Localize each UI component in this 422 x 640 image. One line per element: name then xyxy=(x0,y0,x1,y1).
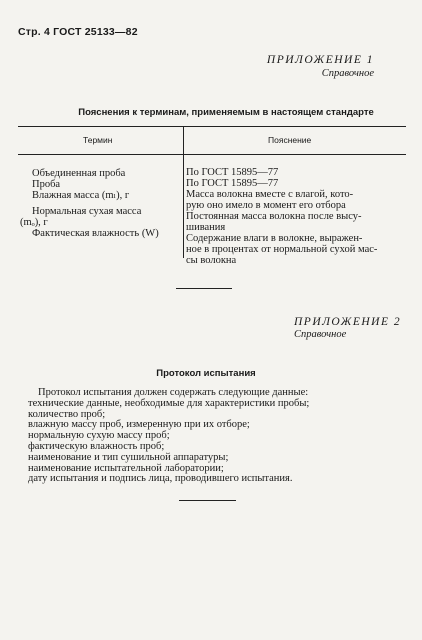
section-separator xyxy=(179,500,236,501)
protocol-section-title: Протокол испытания xyxy=(156,368,256,379)
appendix1-title: ПРИЛОЖЕНИЕ 1 xyxy=(266,54,374,66)
protocol-line: технические данные, необходимые для характеристики пробы; xyxy=(28,397,310,409)
column-header-term: Термин xyxy=(83,135,113,145)
column-header-explanation: Пояснение xyxy=(268,135,312,145)
explanation-line: ное в процентах от нормальной сухой мас- xyxy=(186,244,378,255)
appendix1-subtitle: Справочное xyxy=(321,68,374,79)
explanation-line: По ГОСТ 15895—77 xyxy=(186,178,279,189)
protocol-line: нормальную сухую массу проб; xyxy=(28,430,170,442)
table-top-rule xyxy=(18,126,406,127)
explanation-line: Постоянная масса волокна после высу- xyxy=(186,211,362,222)
protocol-line: наименование испытательной лаборатории; xyxy=(28,462,224,474)
page-header: Стр. 4 ГОСТ 25133—82 xyxy=(18,26,138,38)
protocol-line: дату испытания и подпись лица, проводившего испытания. xyxy=(28,473,293,485)
protocol-line: Протокол испытания должен содержать следующие данные: xyxy=(38,387,309,398)
table-header-rule xyxy=(18,154,406,155)
term-combined-sample: Объединенная проба xyxy=(32,168,126,179)
explanation-line: шивания xyxy=(186,222,226,233)
protocol-body xyxy=(28,387,408,485)
term-normal-dry-mass-symbol: (mₒ), г xyxy=(20,217,48,228)
explanation-line: сы волокна xyxy=(186,255,237,266)
appendix2-subtitle: Справочное xyxy=(294,329,347,340)
appendix2-title: ПРИЛОЖЕНИЕ 2 xyxy=(294,316,402,328)
protocol-line: количество проб; xyxy=(28,408,106,420)
term-normal-dry-mass: Нормальная сухая масса xyxy=(32,206,142,217)
explanation-line: По ГОСТ 15895—77 xyxy=(186,167,279,178)
table-column-divider xyxy=(183,126,184,258)
term-sample: Проба xyxy=(32,179,61,190)
terms-section-title: Пояснения к терминам, применяемым в настоящем стандарте xyxy=(78,107,374,118)
term-wet-mass: Влажная масса (mₗ), г xyxy=(32,190,130,201)
explanation-line: Содержание влаги в волокне, выражен- xyxy=(186,233,363,244)
protocol-line: наименование и тип сушильной аппаратуры; xyxy=(28,451,229,463)
term-actual-moisture: Фактическая влажность (W) xyxy=(32,228,159,239)
explanation-line: Масса волокна вместе с влагой, кото- xyxy=(186,189,354,200)
protocol-line: влажную массу проб, измеренную при их отборе; xyxy=(28,419,250,431)
explanation-line: рую оно имело в момент его отбора xyxy=(186,200,346,211)
section-separator xyxy=(176,288,232,289)
protocol-line: фактическую влажность проб; xyxy=(28,440,165,452)
